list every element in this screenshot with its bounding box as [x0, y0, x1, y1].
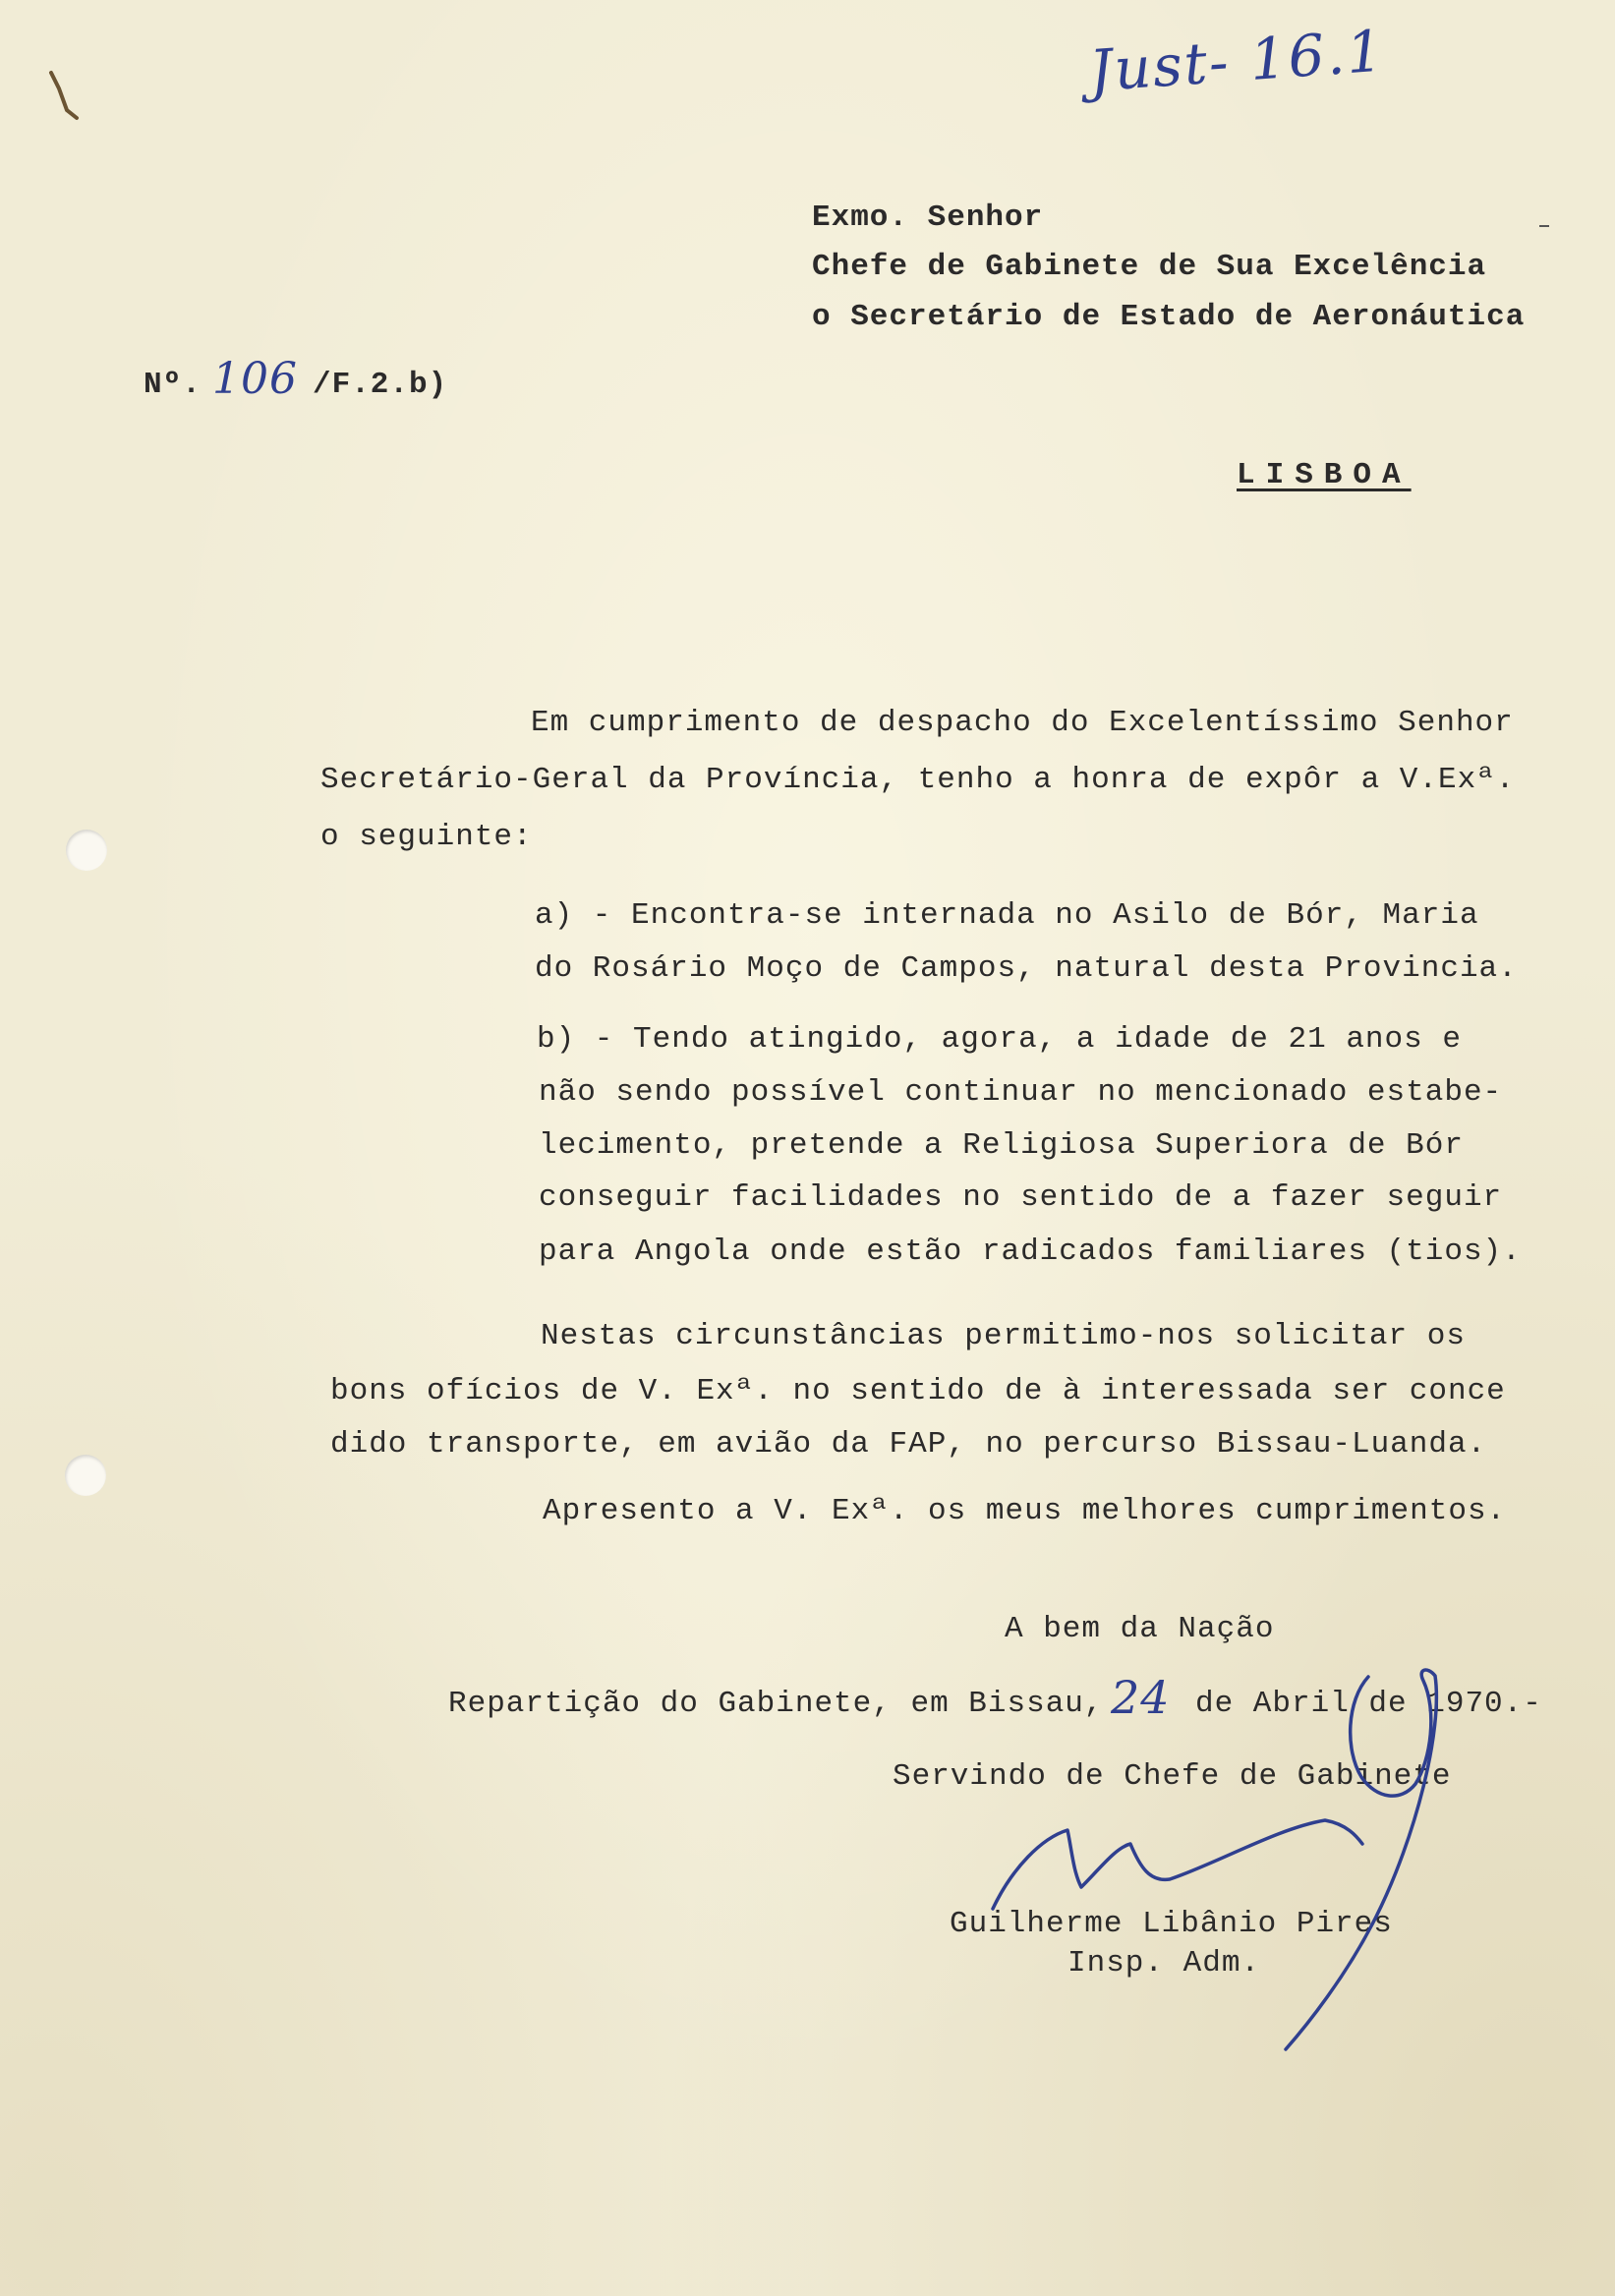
intro-line-3: o seguinte:	[320, 820, 533, 854]
signatory-role: Servindo de Chefe de Gabinete	[893, 1759, 1452, 1794]
date-line-suffix: de Abril de 1970.-	[1195, 1687, 1542, 1721]
item-b-line-2: não sendo possível continuar no mencionado estabe-	[539, 1075, 1503, 1110]
item-b-line-3: lecimento, pretende a Religiosa Superiora de Bór	[539, 1128, 1464, 1163]
ink-stain-mark	[51, 73, 77, 118]
salutation: A bem da Nação	[1005, 1612, 1275, 1646]
date-line-prefix: Repartição do Gabinete, em Bissau,	[448, 1687, 1104, 1721]
reference-handwritten-number: 106	[212, 354, 298, 404]
reference-prefix: Nº.	[144, 368, 202, 402]
request-line-3: dido transporte, em avião da FAP, no percurso Bissau-Luanda.	[330, 1427, 1487, 1462]
recipient-line-3: o Secretário de Estado de Aeronáutica	[812, 300, 1526, 334]
signatory-title: Insp. Adm.	[1067, 1946, 1261, 1980]
recipient-line-1: Exmo. Senhor	[812, 201, 1044, 235]
date-handwritten-day: 24	[1111, 1671, 1171, 1724]
item-b-line-4: conseguir facilidades no sentido de a fazer seguir	[539, 1180, 1503, 1215]
reference-suffix: /F.2.b)	[313, 368, 448, 402]
item-b-line-1: b) - Tendo atingido, agora, a idade de 21 anos e	[537, 1022, 1462, 1057]
intro-line-1: Em cumprimento de despacho do Excelentíssimo Senhor	[531, 706, 1514, 740]
handwritten-signature	[993, 1670, 1436, 2049]
item-b-line-5: para Angola onde estão radicados familiares (tios).	[539, 1234, 1522, 1269]
recipient-line-2: Chefe de Gabinete de Sua Excelência	[812, 250, 1487, 284]
closing-line: Apresento a V. Exª. os meus melhores cumprimentos.	[543, 1494, 1507, 1528]
intro-line-2: Secretário-Geral da Província, tenho a honra de expôr a V.Exª.	[320, 763, 1516, 797]
handwritten-annotation: Just- 16.1	[1086, 17, 1387, 105]
signatory-name: Guilherme Libânio Pires	[950, 1907, 1393, 1941]
request-line-1: Nestas circunstâncias permitimo-nos solicitar os	[541, 1319, 1466, 1353]
request-line-2: bons ofícios de V. Exª. no sentido de à interessada ser conce	[330, 1374, 1506, 1408]
destination-city: LISBOA	[1237, 458, 1412, 492]
item-a-line-2: do Rosário Moço de Campos, natural desta Provincia.	[535, 951, 1518, 986]
item-a-line-1: a) - Encontra-se internada no Asilo de Bór, Maria	[535, 898, 1479, 933]
